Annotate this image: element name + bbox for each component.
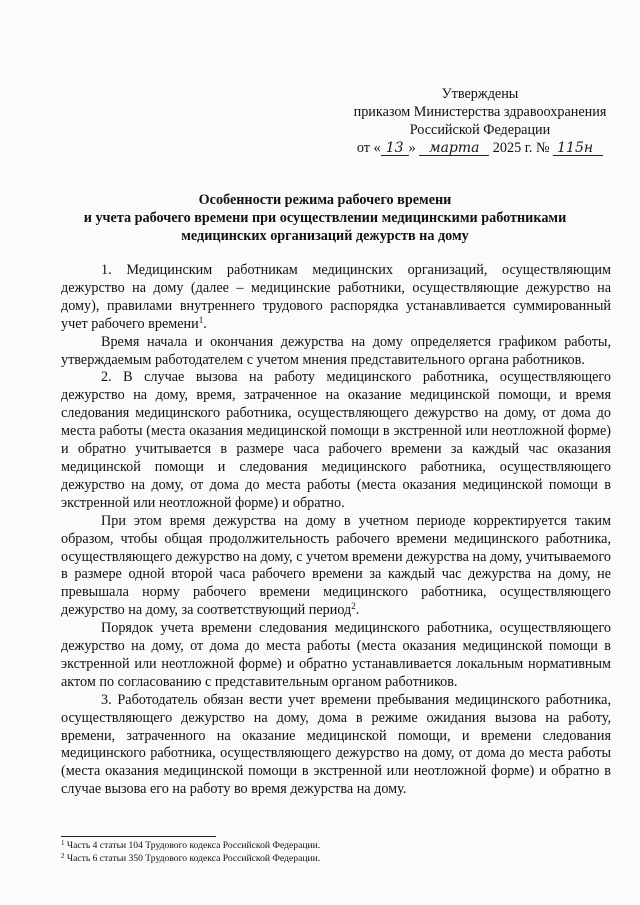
document-title: [40, 191, 610, 245]
footnote-ref-2: 2: [351, 601, 356, 612]
date-month: марта: [419, 141, 489, 156]
title-line-1: Особенности режима рабочего времени: [198, 192, 452, 208]
footnote-2: [61, 853, 611, 866]
approval-block: [340, 85, 620, 157]
date-mid: »: [408, 140, 416, 156]
footnote-1: [61, 840, 611, 853]
footnote-2-mark: 2: [61, 851, 65, 860]
paragraph-4-text: При этом время дежурства на дому в учетном периоде корректируется таким образом, чтобы общая продолжительность рабочего времени медицинского работника, осуществляющего дежурство на дому, с учетом времени дежурства на дому, учитываемого в размере одной второй часа рабочего времени за каждый час дежурства на дому, не превышала норму рабочего времени медицинского работника, осуществляющего дежурство на дому, за соответствующий период: [61, 512, 611, 619]
footnote-2-text: Часть 6 статьи 350 Трудового кодекса Российской Федерации.: [64, 852, 321, 864]
date-prefix: от «: [356, 140, 381, 156]
paragraph-2: Время начала и окончания дежурства на дому определяется графиком работы, утверждаемым работодателем с учетом мнения представительного органа работников.: [61, 333, 611, 368]
title-line-2: и учета рабочего времени при осуществлении медицинскими работниками: [83, 210, 567, 226]
footnote-1-mark: 1: [61, 839, 65, 847]
paragraph-4-end: .: [355, 602, 360, 619]
order-number: 115н: [553, 141, 603, 156]
date-year: 2025 г. №: [492, 140, 550, 156]
footnote-1-text: Часть 4 статьи 104 Трудового кодекса Российской Федерации.: [64, 840, 321, 851]
approval-date-line: [340, 139, 620, 157]
approval-order-line: приказом Министерства здравоохранения: [353, 104, 607, 120]
approval-title: Утверждены: [441, 86, 519, 102]
footnotes: [61, 840, 611, 865]
paragraph-3: 2. В случае вызова на работу медицинского работника, осуществляющего дежурство на дому, время, затраченное на оказание медицинской помощи, и время следования медицинского работника, осуществляющего дежурство на дому, от дома до места работы (места оказания медицинской помощи в экстренной или неотложной форме) и обратно учитывается в размере часа рабочего времени за каждый час оказания медицинской помощи и следования медицинского работника, осуществляющего дежурство на дому, от дома до места работы (места оказания медицинской помощи в экстренной или неотложной форме) и обратно.: [61, 369, 611, 511]
paragraph-1-end: .: [203, 315, 207, 332]
date-day: 13: [381, 141, 409, 156]
footnote-ref-1: 1: [198, 314, 204, 325]
paragraph-5: Порядок учета времени следования медицинского работника, осуществляющего дежурство на дому, от дома до места работы (места оказания медицинской помощи в экстренной или неотложной форме) и обратно устанавливается локальным нормативным актом по согласованию с представительным органом работников.: [61, 620, 611, 690]
document-body: [61, 262, 611, 799]
approval-ministry-line: Российской Федерации: [409, 122, 551, 138]
paragraph-6: 3. Работодатель обязан вести учет времени пребывания медицинского работника, осуществляющего дежурство на дому, дома в режиме ожидания вызова на работу, времени, затраченного на оказание медицинской помощи, и времени следования медицинского работника, осуществляющего дежурство на дому, от дома до места работы (места оказания медицинской помощи в экстренной или неотложной форме) и обратно в случае вызова его на работу во время дежурства на дому.: [61, 691, 611, 798]
footnote-divider: [61, 836, 216, 837]
paragraph-1-text: 1. Медицинским работникам медицинских организаций, осуществляющим дежурство на дому (далее – медицинские работники, осуществляющие дежурство на дому), правилами внутреннего трудового распорядка устанавливается суммированный учет рабочего времени: [61, 262, 611, 332]
title-line-3: медицинских организаций дежурств на дому: [181, 228, 469, 244]
paragraph-1: [61, 262, 611, 334]
paragraph-4: [61, 513, 611, 620]
